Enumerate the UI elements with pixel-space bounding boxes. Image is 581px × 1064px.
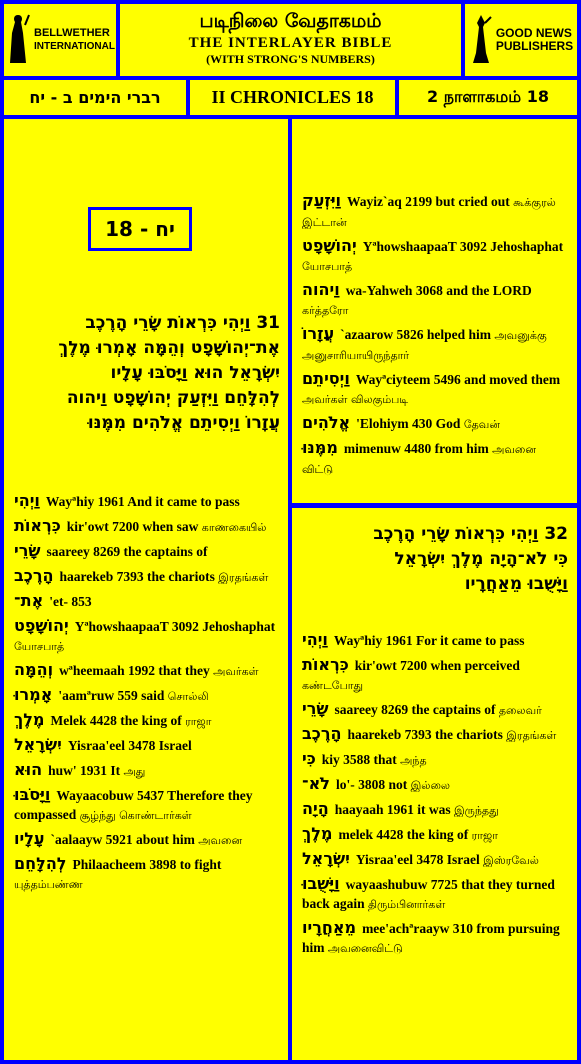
verse31-line: יִשְׂרָאֵל הוּא וַיָּסֹבּוּ עָלָיו	[110, 363, 280, 383]
word-entry: אָמְרוּ 'aamªruw 559 said சொல்லி	[14, 685, 209, 704]
title-main: THE INTERLAYER BIBLE	[188, 35, 393, 51]
verse32-line: וַיָּשֻׁבוּ מֵאַחֲרָיו	[464, 574, 568, 594]
verse31-line: לְהִלָּחֵם וַיִּזְעַק יְהוֹשָׁפָט וַיהוה	[66, 388, 280, 408]
verse31-line: עֲזָרוֹ וַיְסִיתֵם אֱלֹהִים מִמֶּנּוּ	[87, 413, 280, 433]
verse32-line: כִּי לֹא־הָיָה מֶלֶךְ יִשְׂרָאֵל	[394, 549, 568, 569]
left-logo-line1: BELLWETHER	[34, 27, 110, 39]
word-entry: אֱלֹהִים 'Elohiym 430 God தேவன்	[302, 413, 500, 432]
verse31-word-list	[14, 491, 280, 898]
word-entry: הָרֶכֶב haarekeb 7393 the chariots இரதங்கள்	[302, 724, 557, 743]
word-entry: לְהִלָּחֵם Philaacheem 3898 to fight யுத்தம்பண்ண	[14, 854, 222, 891]
title-block	[120, 4, 461, 76]
verse31-text	[12, 311, 280, 436]
word-entry: וַיהוה wa-Yahweh 3068 and the LORD கர்த்தரோ	[302, 280, 532, 317]
word-entry: כִּרְאוֹת kir'owt 7200 when perceived கண்டபோது	[302, 655, 520, 692]
right-top-panel	[292, 119, 577, 503]
title-tamil: படிநிலை வேதாகமம்	[199, 10, 382, 32]
word-entry: יְהוֹשָׁפָט YªhowshaapaaT 3092 Jehoshaphat யோசபாத்	[302, 236, 564, 273]
left-logo-line2: INTERNATIONAL	[34, 41, 115, 52]
left-column	[4, 119, 288, 1060]
shepherd-icon	[5, 13, 31, 67]
word-entry: וַיְהִי Wayªhiy 1961 For it came to pass	[302, 630, 525, 649]
word-entry: מֵאַחֲרָיו mee'achªraayw 310 from pursuing him அவனைவிட்டு	[302, 918, 560, 955]
word-entry: וְהֵמָּה wªheemaah 1992 that they அவர்கள்	[14, 660, 259, 679]
hebrew-book-label: רברי הימים ב - יח	[4, 80, 186, 115]
word-entry: כִּרְאוֹת kir'owt 7200 when saw காணகையில்	[14, 516, 267, 535]
right-bottom-panel	[292, 508, 577, 1060]
word-entry: מֶלֶךְ Melek 4428 the king of ராஜா	[14, 710, 212, 729]
word-entry: שָׂרֵי saareey 8269 the captains of	[14, 541, 208, 560]
tamil-book-label: 2 நாளாகமம் 18	[399, 80, 577, 115]
word-entry: אֶת־ 'et- 853	[14, 591, 92, 610]
word-entry: יִשְׂרָאֵל Yisraa'eel 3478 Israel இஸ்ரவேல்	[302, 849, 539, 868]
word-entry: עָלָיו `aalaayw 5921 about him அவனை	[14, 829, 243, 848]
word-entry: עֲזָרוֹ `azaarow 5826 helped him அவனுக்கு அனுசாரியாயிருந்தார்	[302, 324, 547, 362]
word-entry: וַיָּשֻׁבוּ wayaashubuw 7725 that they turned back again திரும்பினார்கள்	[302, 874, 555, 911]
word-entry: הָיָה haayaah 1961 it was இருந்தது	[302, 799, 499, 818]
verse32-line: 32 וַיְהִי כִּרְאוֹת שָׂרֵי הָרֶכֶב	[373, 524, 568, 544]
statue-icon	[469, 13, 493, 67]
verse32-word-list	[302, 630, 568, 962]
word-entry: כִּי kiy 3588 that அந்த	[302, 749, 427, 768]
bellwether-logo	[4, 4, 116, 76]
word-entry: וַיִּזְעַק Wayiz`aq 2199 but cried out கூக்குரல் இட்டான்	[302, 191, 556, 229]
word-entry: יִשְׂרָאֵל Yisraa'eel 3478 Israel	[14, 735, 192, 754]
word-entry: הוּא huw' 1931 It அது	[14, 760, 146, 779]
title-sub: (WITH STRONG'S NUMBERS)	[206, 52, 375, 66]
word-entry: וַיָּסֹבּוּ Wayaacobuw 5437 Therefore they compassed சூழ்ந்து கொண்டார்கள்	[14, 785, 253, 822]
word-entry: לֹא־ lo'- 3808 not இல்லை	[302, 774, 450, 793]
word-entry: וַיְסִיתֵם Wayªciyteem 5496 and moved them அவர்கள் விலகும்படி	[302, 369, 561, 406]
verse31-line: 31 וַיְהִי כִּרְאוֹת שָׂרֵי הָרֶכֶב	[85, 313, 280, 333]
verse32-text	[300, 522, 568, 597]
word-entry: הָרֶכֶב haarekeb 7393 the chariots இரதங்கள்	[14, 566, 269, 585]
word-entry: שָׂרֵי saareey 8269 the captains of தலைவர்	[302, 699, 542, 718]
word-entry: יְהוֹשָׁפָט YªhowshaapaaT 3092 Jehoshaphat யோசபாத்	[14, 616, 276, 653]
verse31-line: אֶת־יְהוֹשָׁפָט וְהֵמָּה אָמְרוּ מֶלֶךְ	[58, 338, 280, 358]
right-logo-line1: GOOD NEWS	[495, 26, 572, 40]
verse31-cont-word-list	[302, 191, 568, 483]
word-entry: מֶלֶךְ melek 4428 the king of ராஜா	[302, 824, 498, 843]
english-book-label: II CHRONICLES 18	[190, 80, 395, 115]
chapter-label: יח - 18	[88, 207, 192, 251]
word-entry: מִמֶּנּוּ mimenuw 4480 from him அவனை விட்டு	[302, 438, 536, 476]
word-entry: וַיְהִי Wayªhiy 1961 And it came to pass	[14, 491, 240, 510]
right-logo-line2: PUBLISHERS	[495, 39, 574, 53]
good-news-logo	[465, 4, 577, 76]
